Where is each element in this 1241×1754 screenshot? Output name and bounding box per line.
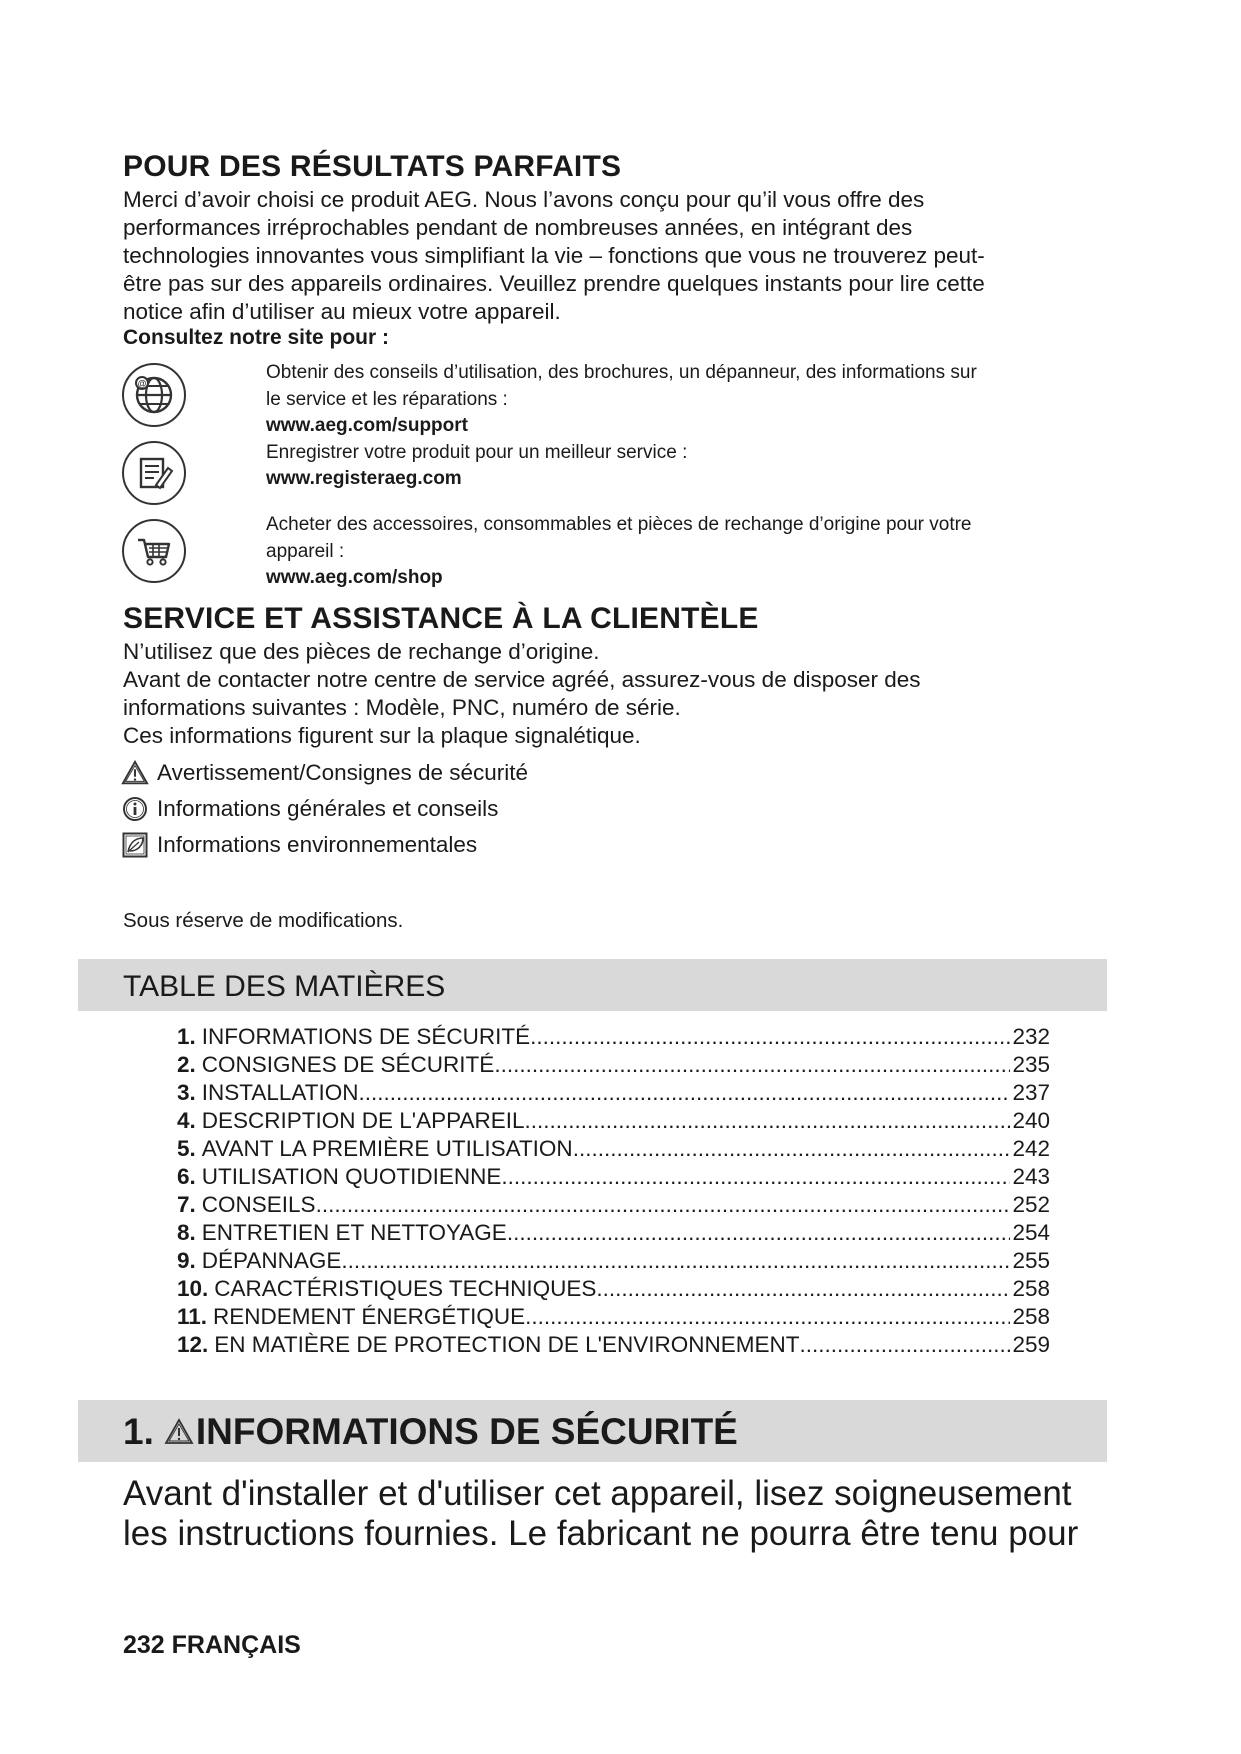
toc-entry-page: 255 [1012,1248,1050,1273]
toc-entry-title: AVANT LA PREMIÈRE UTILISATION [201,1136,573,1161]
toc-leader [316,1191,1011,1219]
toc-title: TABLE DES MATIÈRES [123,970,446,1003]
toc-entry-page: 243 [1012,1164,1050,1189]
toc-entry[interactable] [177,1135,1050,1163]
toc-entry-number: 10. [177,1276,209,1301]
toc-entry-number: 1. [177,1024,196,1049]
svg-text:@: @ [137,378,147,389]
service-title: SERVICE ET ASSISTANCE À LA CLIENTÈLE [123,602,759,635]
toc-leader [530,1023,1010,1051]
legend-item [121,827,528,863]
toc-entry[interactable] [177,1275,1050,1303]
toc-entry[interactable] [177,1051,1050,1079]
link-block-shop [266,512,972,592]
intro-line: technologies innovantes vous simplifiant la vie – fonctions que vous ne trouverez peut- [123,243,985,268]
toc-entry-title: DESCRIPTION DE L'APPAREIL [201,1108,525,1133]
toc-entry[interactable] [177,1023,1050,1051]
toc-leader [525,1303,1010,1331]
toc-entry-title: INSTALLATION [201,1080,359,1105]
toc-list [177,1023,1050,1359]
service-line: Avant de contacter notre centre de service agréé, assurez-vous de disposer des [123,667,921,692]
intro-title: POUR DES RÉSULTATS PARFAITS [123,150,622,183]
toc-entry-title: CARACTÉRISTIQUES TECHNIQUES [214,1276,597,1301]
toc-entry-number: 12. [177,1332,209,1357]
link-block-support [266,360,977,493]
toc-entry-number: 4. [177,1108,196,1133]
toc-entry-number: 5. [177,1136,196,1161]
modification-notice: Sous réserve de modifications. [123,909,404,932]
toc-leader [358,1079,1010,1107]
intro-line: performances irréprochables pendant de nombreuses années, en intégrant des [123,215,913,240]
legend-label: Informations générales et conseils [157,796,499,821]
register-icon [122,441,186,505]
support-link[interactable]: www.aeg.com/support [266,415,468,436]
service-line: Ces informations figurent sur la plaque signalétique. [123,723,641,748]
globe-icon [122,363,186,427]
toc-entry-number: 11. [177,1304,208,1329]
toc-entry[interactable] [177,1303,1050,1331]
cart-icon [122,519,186,583]
toc-entry-page: 259 [1012,1332,1050,1357]
intro-paragraph [123,186,985,326]
toc-leader [494,1051,1010,1079]
info-icon [121,795,149,823]
toc-entry-number: 2. [177,1052,196,1077]
section-title: INFORMATIONS DE SÉCURITÉ [195,1411,738,1452]
register-link[interactable]: www.registeraeg.com [266,468,462,489]
link-description: appareil : [266,540,345,562]
legend-item [121,755,528,791]
legend-label: Informations environnementales [157,832,478,857]
toc-entry-page: 232 [1012,1024,1050,1049]
toc-entry-number: 6. [177,1164,196,1189]
toc-leader [501,1163,1010,1191]
toc-entry[interactable] [177,1331,1050,1359]
toc-entry-page: 258 [1012,1276,1050,1301]
consult-label: Consultez notre site pour : [123,326,390,349]
toc-entry-title: RENDEMENT ÉNERGÉTIQUE [213,1304,526,1329]
toc-leader [524,1107,1010,1135]
leaf-icon [121,831,149,859]
toc-entry-number: 9. [177,1248,196,1273]
toc-leader [341,1247,1010,1275]
toc-leader [507,1219,1011,1247]
toc-entry-number: 3. [177,1080,196,1105]
toc-leader [573,1135,1011,1163]
toc-entry[interactable] [177,1247,1050,1275]
toc-entry-page: 235 [1012,1052,1050,1077]
shop-link[interactable]: www.aeg.com/shop [266,567,443,588]
section-line: Avant d'installer et d'utiliser cet appareil, lisez soigneusement [123,1474,1072,1513]
toc-entry-number: 7. [177,1192,196,1217]
link-description: le service et les réparations : [266,388,508,410]
toc-entry-page: 252 [1012,1192,1050,1217]
toc-entry-title: CONSIGNES DE SÉCURITÉ [201,1052,495,1077]
toc-entry[interactable] [177,1219,1050,1247]
section-warning-icon [164,1418,194,1446]
link-description: Obtenir des conseils d’utilisation, des brochures, un dépanneur, des informations sur [266,362,977,383]
page-footer: 232 FRANÇAIS [123,1631,301,1659]
toc-entry-number: 8. [177,1220,196,1245]
intro-line: Merci d’avoir choisi ce produit AEG. Nous l’avons conçu pour qu’il vous offre des [123,187,925,212]
toc-entry-page: 240 [1012,1108,1050,1133]
intro-line: notice afin d’utiliser au mieux votre appareil. [123,299,561,324]
service-line: informations suivantes : Modèle, PNC, numéro de série. [123,695,681,720]
toc-leader [596,1275,1010,1303]
toc-entry-page: 254 [1012,1220,1050,1245]
intro-line: être pas sur des appareils ordinaires. Veuillez prendre quelques instants pour lire cette [123,271,985,296]
warning-icon [121,759,149,787]
toc-entry-title: UTILISATION QUOTIDIENNE [201,1164,502,1189]
toc-entry[interactable] [177,1191,1050,1219]
service-line: N’utilisez que des pièces de rechange d’origine. [123,639,600,664]
toc-entry[interactable] [177,1107,1050,1135]
section-paragraph [123,1474,1078,1554]
toc-leader [799,1331,1010,1359]
toc-entry-title: CONSEILS [201,1192,316,1217]
toc-entry-title: DÉPANNAGE [201,1248,342,1273]
link-description: Enregistrer votre produit pour un meilleur service : [266,441,688,463]
section-line: les instructions fournies. Le fabricant ne pourra être tenu pour [123,1514,1079,1553]
toc-entry[interactable] [177,1163,1050,1191]
toc-entry-page: 258 [1012,1304,1050,1329]
legend-item [121,791,528,827]
section-number: 1. [123,1411,154,1452]
section-heading [123,1411,738,1453]
legend [121,755,528,863]
service-paragraph [123,638,921,750]
toc-entry-title: EN MATIÈRE DE PROTECTION DE L'ENVIRONNEMENT [214,1332,800,1357]
legend-label: Avertissement/Consignes de sécurité [157,760,529,785]
toc-entry-title: INFORMATIONS DE SÉCURITÉ [201,1024,531,1049]
link-description: Acheter des accessoires, consommables et pièces de rechange d’origine pour votre [266,514,972,535]
toc-entry-page: 237 [1012,1080,1050,1105]
toc-entry-page: 242 [1012,1136,1050,1161]
toc-entry[interactable] [177,1079,1050,1107]
toc-entry-title: ENTRETIEN ET NETTOYAGE [201,1220,507,1245]
